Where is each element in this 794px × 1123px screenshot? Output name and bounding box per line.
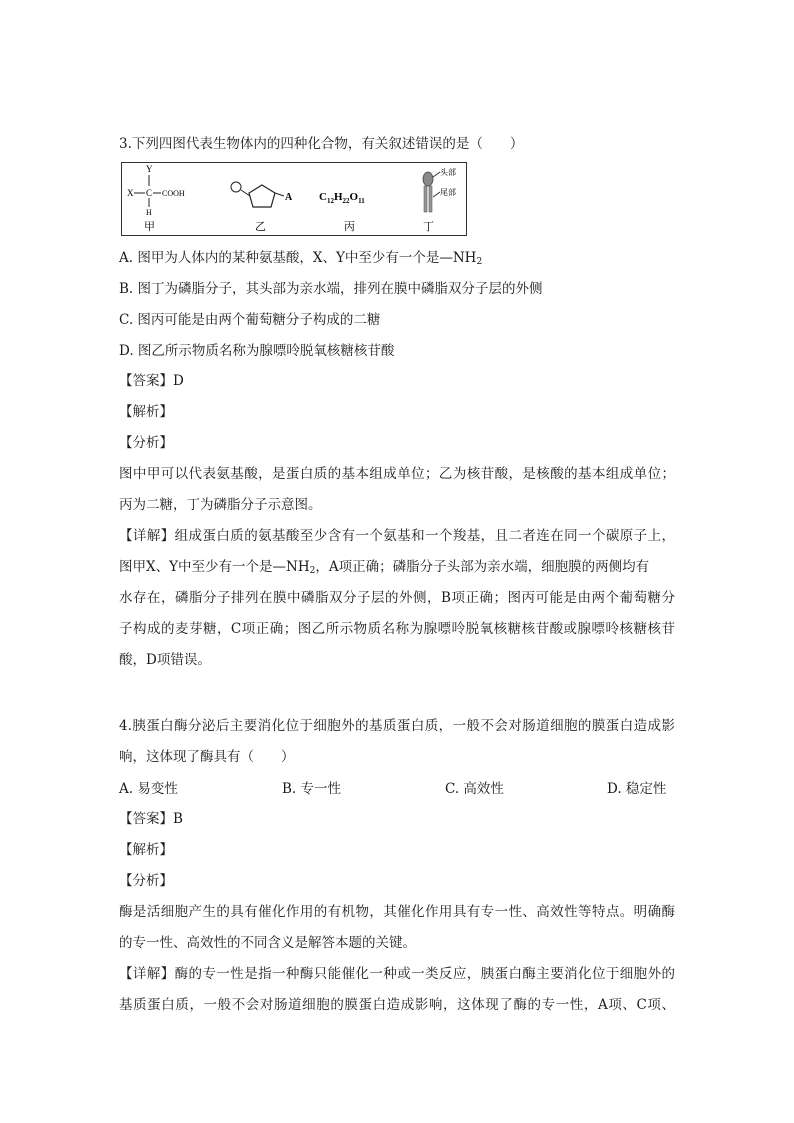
caption-jia: 甲: [144, 221, 155, 233]
q3-fenxi-heading: 【分析】: [119, 435, 173, 451]
svg-text:COOH: COOH: [162, 189, 185, 198]
amino-acid-structure: [127, 164, 185, 233]
q3-detail-line-2: 图甲X、Y中至少有一个是$—NH_2$，A项正确；磷脂分子头部为亲水端，细胞膜的两侧均有: [119, 559, 650, 576]
q4-stem-line-1: 4.胰蛋白酶分泌后主要消化位于细胞外的基质蛋白质，一般不会对肠道细胞的膜蛋白造成影: [119, 718, 675, 734]
caption-yi: 乙: [255, 221, 266, 233]
q3-option-a: A. 图甲为人体内的某种氨基酸，X、Y中至少有一个是$—NH_2$: [119, 250, 483, 267]
q3-stem: 3.下列四图代表生物体内的四种化合物，有关叙述错误的是（ ）: [119, 136, 524, 152]
q3-detail-line-5: 酸，D项错误。: [119, 652, 211, 668]
q4-analysis-line-2: 的专一性、高效性的不同含义是解答本题的关键。: [119, 935, 416, 951]
svg-text:C: C: [146, 188, 153, 198]
disaccharide-formula: [319, 191, 365, 233]
q3-jiexi-heading: 【解析】: [119, 404, 173, 420]
q4-answer: 【答案】B: [119, 811, 183, 827]
q3-option-d: D. 图乙所示物质名称为腺嘌呤脱氧核糖核苷酸: [119, 343, 395, 359]
q3-answer: 【答案】D: [119, 373, 184, 389]
svg-text:Y: Y: [146, 164, 153, 174]
q4-detail-line-1: 【详解】酶的专一性是指一种酶只能催化一种或一类反应，胰蛋白酶主要消化位于细胞外的: [119, 966, 675, 982]
q3-option-c: C. 图丙可能是由两个葡萄糖分子构成的二糖: [119, 312, 381, 328]
q4-option-d: D. 稳定性: [607, 781, 667, 797]
svg-text:头部: 头部: [440, 168, 456, 177]
q3-detail-line-1: 【详解】组成蛋白质的氨基酸至少含有一个氨基和一个羧基，且二者连在同一个碳原子上，: [119, 528, 675, 544]
q4-detail-line-2: 基质蛋白质，一般不会对肠道细胞的膜蛋白造成影响，这体现了酶的专一性，A项、C项、: [119, 997, 675, 1013]
q4-option-b: B. 专一性: [282, 781, 342, 797]
q3-detail-line-3: 水存在，磷脂分子排列在膜中磷脂双分子层的外侧，B项正确；图丙可能是由两个葡萄糖分: [119, 590, 675, 606]
nucleotide-structure: [231, 182, 293, 233]
svg-text:尾部: 尾部: [440, 188, 456, 197]
caption-bing: 丙: [344, 221, 355, 233]
svg-text:X: X: [127, 188, 134, 198]
q3-analysis-line-1: 图中甲可以代表氨基酸，是蛋白质的基本组成单位；乙为核苷酸，是核酸的基本组成单位；: [119, 466, 675, 482]
q4-jiexi-heading: 【解析】: [119, 842, 173, 858]
phospholipid-structure: [423, 167, 456, 233]
svg-text:H: H: [146, 208, 152, 217]
q4-fenxi-heading: 【分析】: [119, 873, 173, 889]
q3-option-b: B. 图丁为磷脂分子，其头部为亲水端，排列在膜中磷脂双分子层的外侧: [119, 281, 543, 297]
caption-ding: 丁: [423, 221, 434, 233]
q4-option-a: A. 易变性: [119, 781, 178, 797]
svg-text:C12H22O11: $C_{12}H_{22}O_{11}$: [319, 191, 365, 205]
q3-analysis-line-2: 丙为二糖，丁为磷脂分子示意图。: [119, 497, 322, 513]
svg-text:A: A: [285, 192, 293, 203]
q4-stem-line-2: 响，这体现了酶具有（ ）: [119, 749, 295, 765]
q3-figure: [121, 162, 467, 236]
q3-detail-line-4: 子构成的麦芽糖，C项正确；图乙所示物质名称为腺嘌呤脱氧核糖核苷酸或腺嘌呤核糖核苷: [119, 621, 675, 637]
q4-analysis-line-1: 酶是活细胞产生的具有催化作用的有机物，其催化作用具有专一性、高效性等特点。明确酶: [119, 904, 675, 920]
q4-option-c: C. 高效性: [445, 781, 504, 797]
